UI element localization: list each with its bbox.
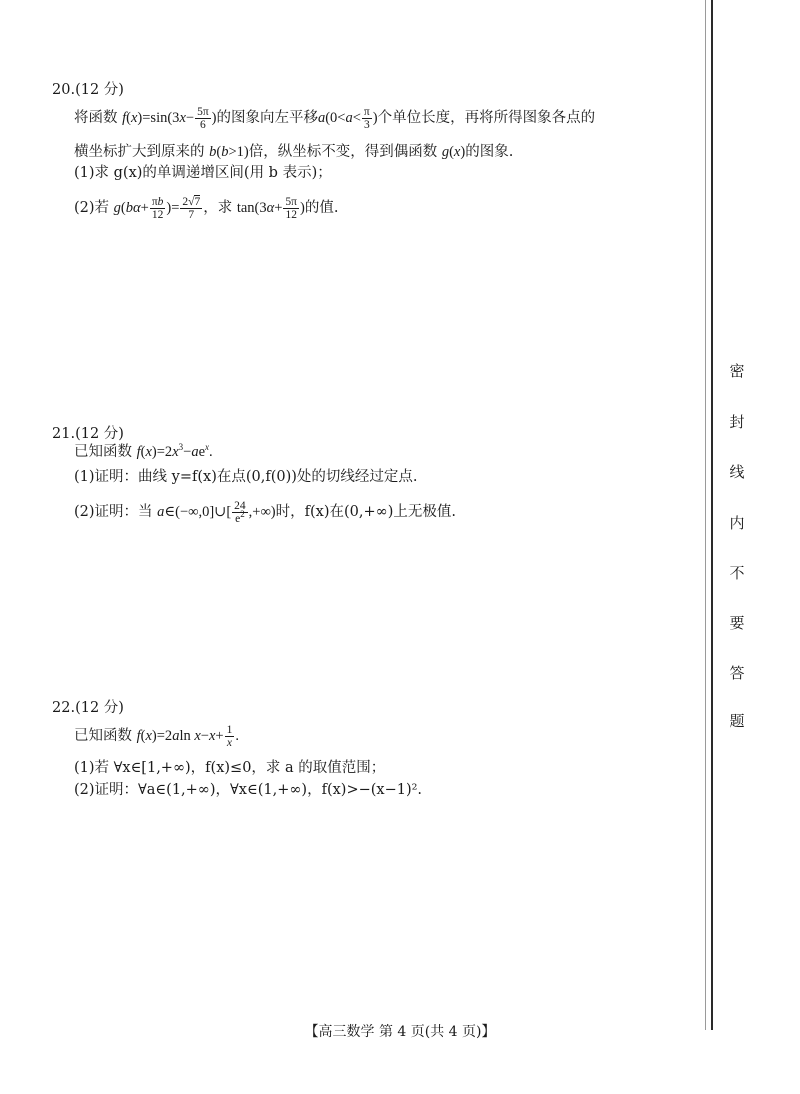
problem-part-2: (2)证明：当 a∈(−∞,0]∪[ $\frac{24}{e^2}$ ,+∞)时，f(x)在(0,+∞)上无极值. xyxy=(74,500,456,525)
binding-line-thin xyxy=(705,0,706,1030)
problem-stem: 已知函数 $f(x)=2x^3-ae^x$. xyxy=(74,442,213,460)
function-formula: $f(x)=2x^3-ae^x$. xyxy=(136,442,213,460)
problem-points: (12 分) xyxy=(75,700,124,716)
seal-char: 题 xyxy=(729,712,745,730)
shift-condition: a(0<a< $\frac{\pi}{3}$ ) xyxy=(317,106,378,131)
seal-char: 要 xyxy=(729,614,745,632)
function-formula: f(x)=2aln x−x+ $\frac{1}{x}$ . xyxy=(136,724,239,749)
seal-char: 封 xyxy=(729,413,745,431)
problem-number: 22. xyxy=(52,700,76,716)
problem-part-1: (1)若 ∀x∈[1,+∞)，f(x)≤0，求 a 的取值范围； xyxy=(74,760,386,776)
problem-part-2: (2)证明：∀a∈(1,+∞)，∀x∈(1,+∞)，f(x)>−(x−1)². xyxy=(74,782,423,798)
function-formula: f(x)=sin(3x− $\frac{5\pi}{6}$ ) xyxy=(122,106,217,131)
problem-part-1: (1)证明：曲线 y=f(x)在点(0,f(0))处的切线经过定点. xyxy=(74,469,418,485)
seal-char: 答 xyxy=(729,664,745,682)
problem-stem: 将函数 f(x)=sin(3x− $\frac{5\pi}{6}$ )的图象向左平移a(0<a< $\frac{\pi}{3}$ )个单位长度，再将所得图象各点的 xyxy=(74,106,596,131)
seal-char: 线 xyxy=(729,463,745,481)
binding-line xyxy=(711,0,713,1030)
problem-number: 21. xyxy=(52,426,76,442)
problem-header xyxy=(52,696,124,717)
problem-stem: 已知函数 f(x)=2aln x−x+ $\frac{1}{x}$ . xyxy=(74,724,239,749)
page-footer: 【高三数学 第 4 页(共 4 页)】 xyxy=(304,1024,496,1040)
problem-stem-continued: 横坐标扩大到原来的 b(b>1)倍，纵坐标不变，得到偶函数 g(x)的图象. xyxy=(74,144,514,160)
problem-points: (12 分) xyxy=(75,82,124,98)
seal-char: 密 xyxy=(729,362,745,380)
problem-header xyxy=(52,422,124,443)
problem-part-2: (2)若 g(bα+ $\frac{\pi b}{12}$ )= $\frac{2√7}{7}$ ，求 tan(3α+ $\frac{5\pi}{12}$ )的值. xyxy=(74,196,339,221)
seal-char: 内 xyxy=(729,514,745,532)
problem-points: (12 分) xyxy=(75,426,124,442)
problem-part-1: (1)求 g(x)的单调递增区间(用 b 表示)； xyxy=(74,165,332,181)
problem-header xyxy=(52,78,124,99)
seal-char: 不 xyxy=(729,564,745,582)
problem-number: 20. xyxy=(52,82,76,98)
